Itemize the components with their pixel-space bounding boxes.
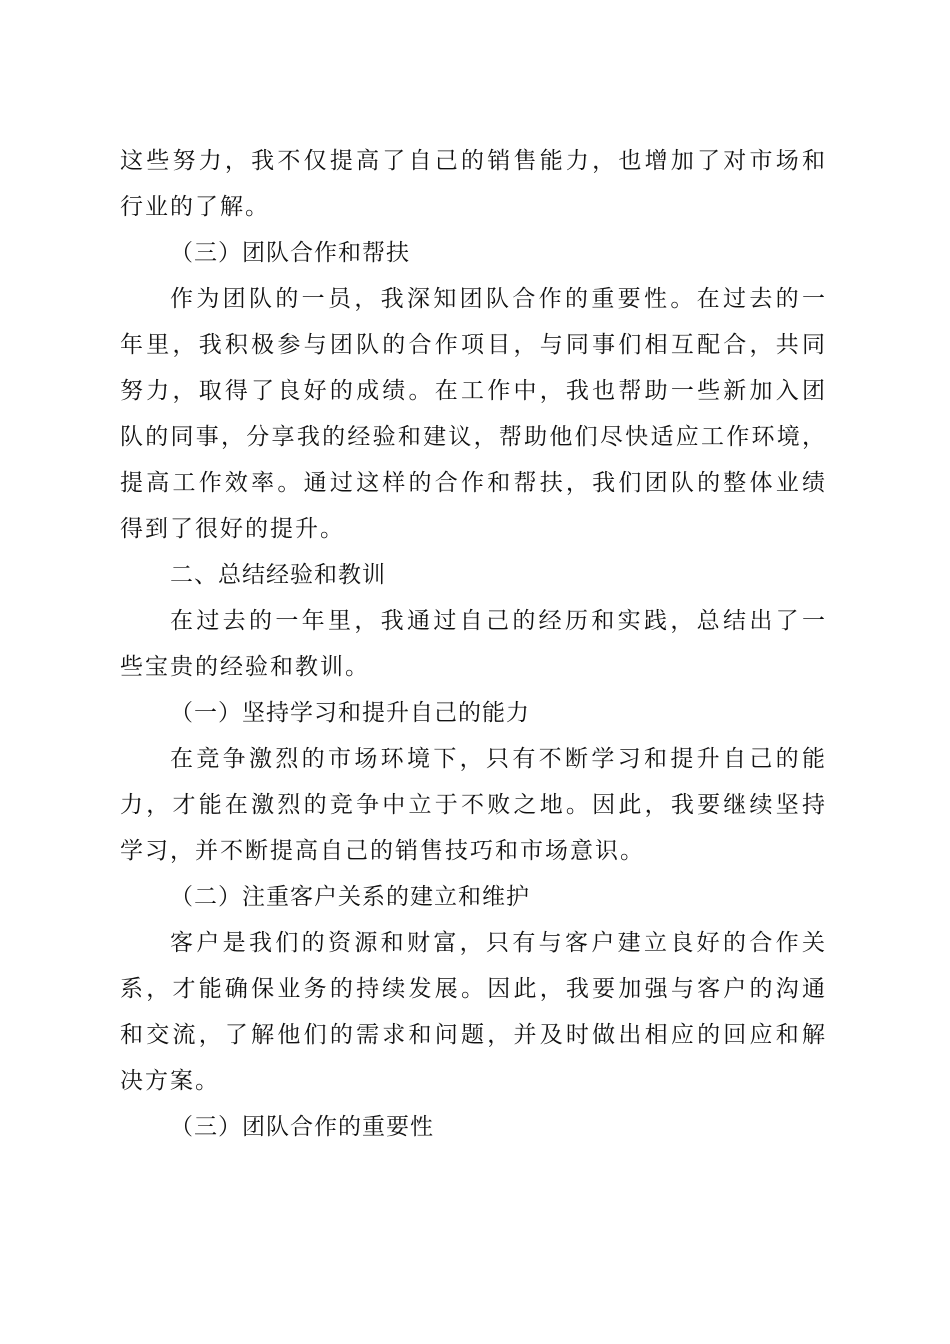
text-line: 系，才能确保业务的持续发展。因此，我要加强与客户的沟通 <box>120 976 825 1002</box>
section-subheading: （三）团队合作和帮扶 <box>170 240 410 266</box>
document-body <box>120 138 825 1150</box>
section-subheading: （二）注重客户关系的建立和维护 <box>170 884 530 910</box>
text-line: 努力，取得了良好的成绩。在工作中，我也帮助一些新加入团 <box>120 378 825 404</box>
paragraph <box>120 138 825 230</box>
text-line: 得到了很好的提升。 <box>120 516 345 542</box>
text-line: 队的同事，分享我的经验和建议，帮助他们尽快适应工作环境， <box>120 424 825 450</box>
paragraph <box>120 736 825 874</box>
paragraph <box>120 598 825 690</box>
text-line: 客户是我们的资源和财富，只有与客户建立良好的合作关 <box>170 930 825 956</box>
text-line: 力，才能在激烈的竞争中立于不败之地。因此，我要继续坚持 <box>120 792 825 818</box>
text-line: 年里，我积极参与团队的合作项目，与同事们相互配合，共同 <box>120 332 825 358</box>
paragraph <box>120 920 825 1104</box>
text-line: 行业的了解。 <box>120 194 270 220</box>
text-line: 和交流，了解他们的需求和问题，并及时做出相应的回应和解 <box>120 1022 825 1048</box>
text-line: 学习，并不断提高自己的销售技巧和市场意识。 <box>120 838 645 864</box>
text-line: 决方案。 <box>120 1068 220 1094</box>
text-line: 在竞争激烈的市场环境下，只有不断学习和提升自己的能 <box>170 746 825 772</box>
text-line: 在过去的一年里，我通过自己的经历和实践，总结出了一 <box>170 608 825 634</box>
text-line: 些宝贵的经验和教训。 <box>120 654 370 680</box>
section-subheading: （三）团队合作的重要性 <box>170 1114 434 1140</box>
text-line: 提高工作效率。通过这样的合作和帮扶，我们团队的整体业绩 <box>120 470 825 496</box>
section-heading: 二、总结经验和教训 <box>170 562 386 588</box>
section-subheading: （一）坚持学习和提升自己的能力 <box>170 700 530 726</box>
text-line: 这些努力，我不仅提高了自己的销售能力，也增加了对市场和 <box>120 148 825 174</box>
paragraph <box>120 276 825 552</box>
text-line: 作为团队的一员，我深知团队合作的重要性。在过去的一 <box>170 286 825 312</box>
